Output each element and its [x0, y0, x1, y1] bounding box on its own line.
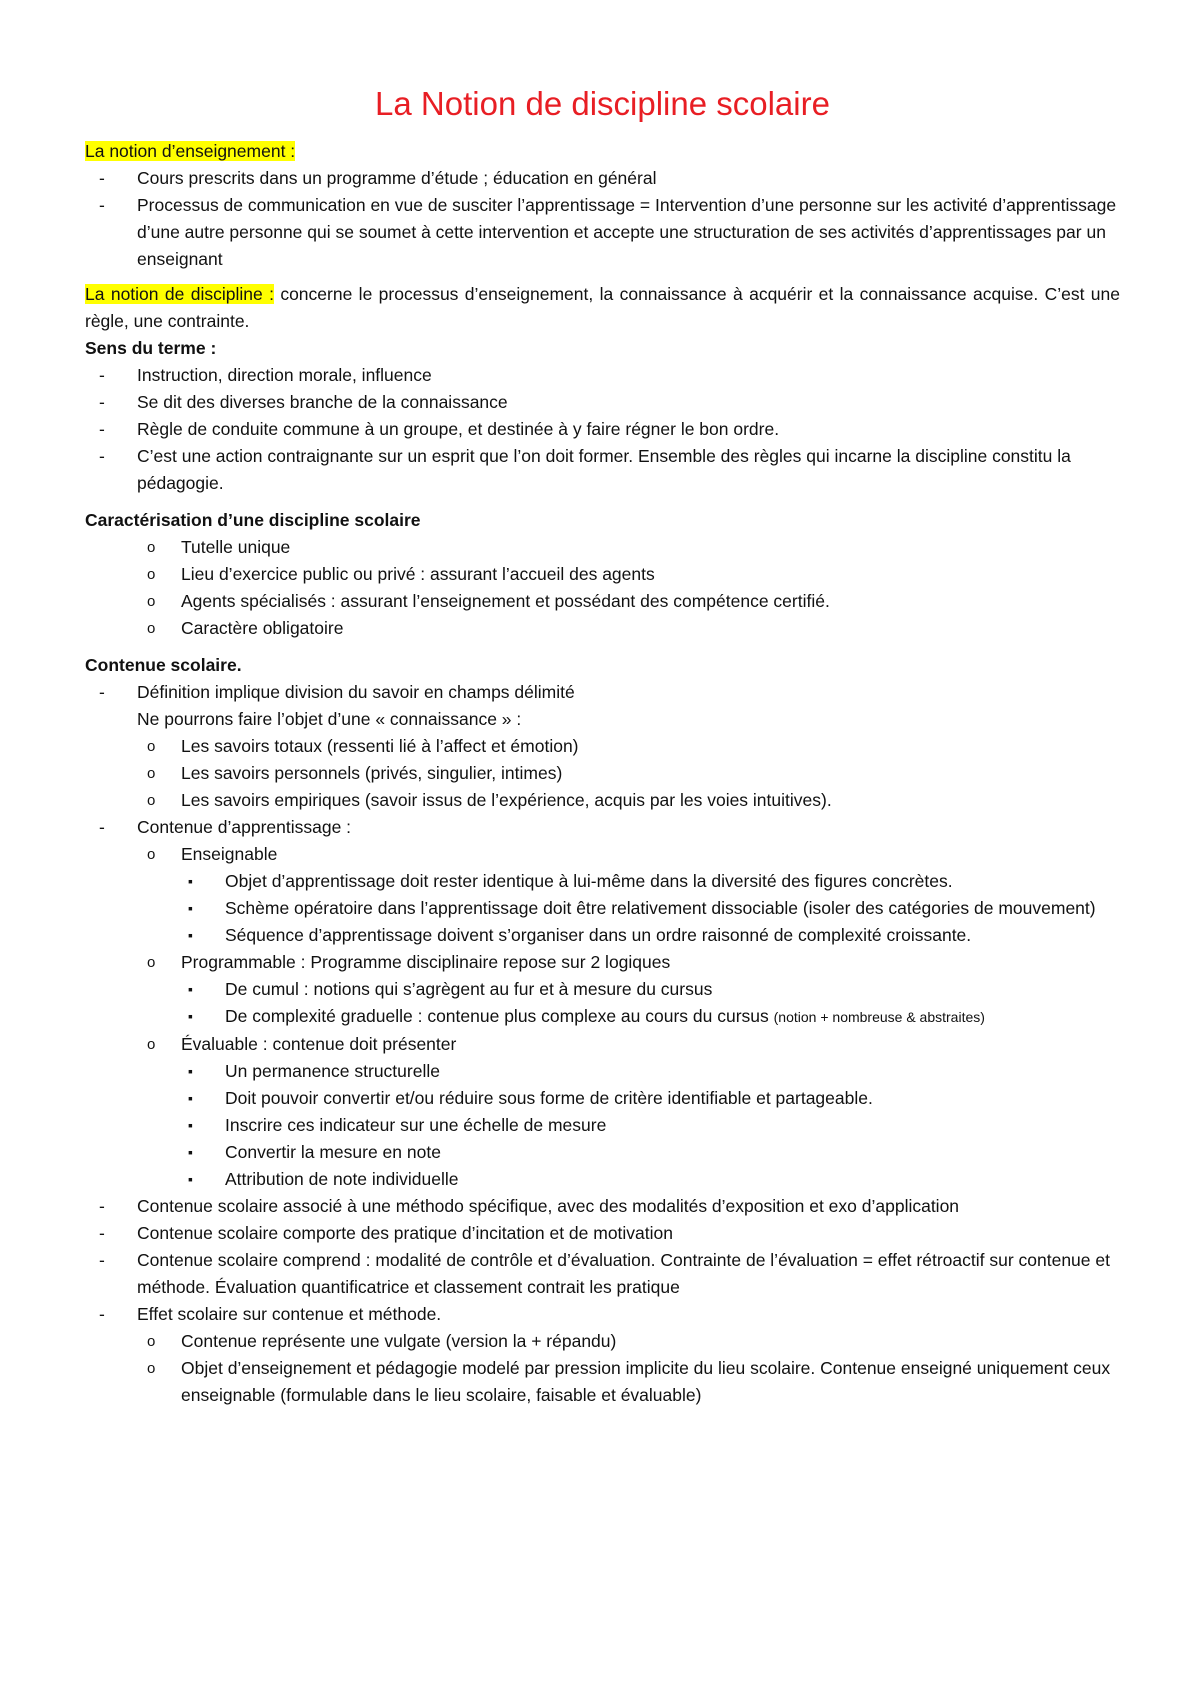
list-item: ▪ Objet d’apprentissage doit rester identique à lui-même dans la diversité des figures concrètes.	[181, 868, 1120, 895]
list-item: - Contenue scolaire associé à une méthodo spécifique, avec des modalités d’exposition et exo d’application	[85, 1193, 1120, 1220]
list-item: o Les savoirs totaux (ressenti lié à l’affect et émotion)	[137, 733, 1120, 760]
discipline-heading: La notion de discipline :	[85, 284, 274, 304]
enseignement-list	[85, 165, 1120, 273]
savoirs-list	[137, 733, 1120, 814]
effet-text: - Effet scolaire sur contenue et méthode.	[137, 1304, 442, 1324]
programmable-list	[181, 976, 1120, 1031]
list-item: - C’est une action contraignante sur un esprit que l’on doit former. Ensemble des règles qui incarne la discipline constitu la pédagogie.	[85, 443, 1120, 497]
enseignable-list	[181, 868, 1120, 949]
list-item: ▪ De complexité graduelle : contenue plus complexe au cours du cursus (notion + nombreuse & abstraites)	[181, 1003, 1120, 1031]
list-item: ▪ Séquence d’apprentissage doivent s’organiser dans un ordre raisonné de complexité croissante.	[181, 922, 1120, 949]
list-item: o Les savoirs personnels (privés, singulier, intimes)	[137, 760, 1120, 787]
list-item	[85, 679, 1120, 814]
list-item: - Instruction, direction morale, influence	[85, 362, 1120, 389]
apprentissage-text: - Contenue d’apprentissage :	[137, 817, 352, 837]
enseignement-heading: La notion d’enseignement :	[85, 141, 296, 161]
list-item: o Les savoirs empiriques (savoir issus de l’expérience, acquis par les voies intuitives).	[137, 787, 1120, 814]
list-item: o Tutelle unique	[85, 534, 1120, 561]
discipline-text: concerne le processus d’enseignement, la connaissance à acquérir et la connaissance acquise. C’est une règle, une contrainte.	[85, 284, 1121, 331]
caracterisation-heading: Caractérisation d’une discipline scolaire	[85, 510, 421, 530]
list-item: - Contenue scolaire comprend : modalité de contrôle et d’évaluation. Contrainte de l’évaluation = effet rétroactif sur contenue et méthode. Évaluation quantificatrice et classement contrait les pratique	[85, 1247, 1120, 1301]
definition-text: - Définition implique division du savoir en champs délimité	[137, 682, 575, 702]
contenue-heading: Contenue scolaire.	[85, 655, 242, 675]
list-item	[137, 949, 1120, 1031]
definition-subtext: Ne pourrons faire l’objet d’une « connaissance » :	[137, 709, 522, 729]
list-item: - Règle de conduite commune à un groupe, et destinée à y faire régner le bon ordre.	[85, 416, 1120, 443]
list-item: - Contenue scolaire comporte des pratique d’incitation et de motivation	[85, 1220, 1120, 1247]
evaluable-label: o Évaluable : contenue doit présenter	[181, 1034, 457, 1054]
list-item	[85, 1301, 1120, 1409]
list-item: o Lieu d’exercice public ou privé : assurant l’accueil des agents	[85, 561, 1120, 588]
page-title: La Notion de discipline scolaire	[375, 85, 830, 122]
enseignable-label: o Enseignable	[181, 844, 278, 864]
list-item: ▪ De cumul : notions qui s’agrègent au fur et à mesure du cursus	[181, 976, 1120, 1003]
list-item: - Cours prescrits dans un programme d’étude ; éducation en général	[85, 165, 1120, 192]
list-item: - Processus de communication en vue de susciter l’apprentissage = Intervention d’une personne sur les activité d’apprentissage d’une autre personne qui se soumet à cette intervention et accepte une structuration de ses activités d’apprentissages par un enseignant	[85, 192, 1120, 273]
list-item: ▪ Un permanence structurelle	[181, 1058, 1120, 1085]
list-item: ▪ Attribution de note individuelle	[181, 1166, 1120, 1193]
list-item: o Contenue représente une vulgate (version la + répandu)	[137, 1328, 1120, 1355]
list-item: ▪ Schème opératoire dans l’apprentissage doit être relativement dissociable (isoler des catégories de mouvement)	[181, 895, 1120, 922]
evaluable-list	[181, 1058, 1120, 1193]
list-item: ▪ Doit pouvoir convertir et/ou réduire sous forme de critère identifiable et partageable.	[181, 1085, 1120, 1112]
list-item	[137, 1031, 1120, 1193]
list-item: o Caractère obligatoire	[85, 615, 1120, 642]
programmable-label: o Programmable : Programme disciplinaire repose sur 2 logiques	[181, 952, 671, 972]
effet-list	[137, 1328, 1120, 1409]
caracterisation-list	[85, 534, 1120, 642]
discipline-paragraph	[85, 281, 1120, 335]
contenue-list	[85, 679, 1120, 1409]
list-item: ▪ Inscrire ces indicateur sur une échelle de mesure	[181, 1112, 1120, 1139]
programmable-note: (notion + nombreuse & abstraites)	[773, 1009, 985, 1025]
list-item	[137, 841, 1120, 949]
sens-list	[85, 362, 1120, 497]
list-item	[85, 814, 1120, 1193]
list-item: - Se dit des diverses branche de la connaissance	[85, 389, 1120, 416]
apprentissage-list	[137, 841, 1120, 1193]
list-item: o Agents spécialisés : assurant l’enseignement et possédant des compétence certifié.	[85, 588, 1120, 615]
list-item: ▪ Convertir la mesure en note	[181, 1139, 1120, 1166]
list-item: o Objet d’enseignement et pédagogie modelé par pression implicite du lieu scolaire. Contenue enseigné uniquement ceux enseignable (formulable dans le lieu scolaire, faisable et évaluable)	[137, 1355, 1120, 1409]
sens-heading: Sens du terme :	[85, 338, 217, 358]
